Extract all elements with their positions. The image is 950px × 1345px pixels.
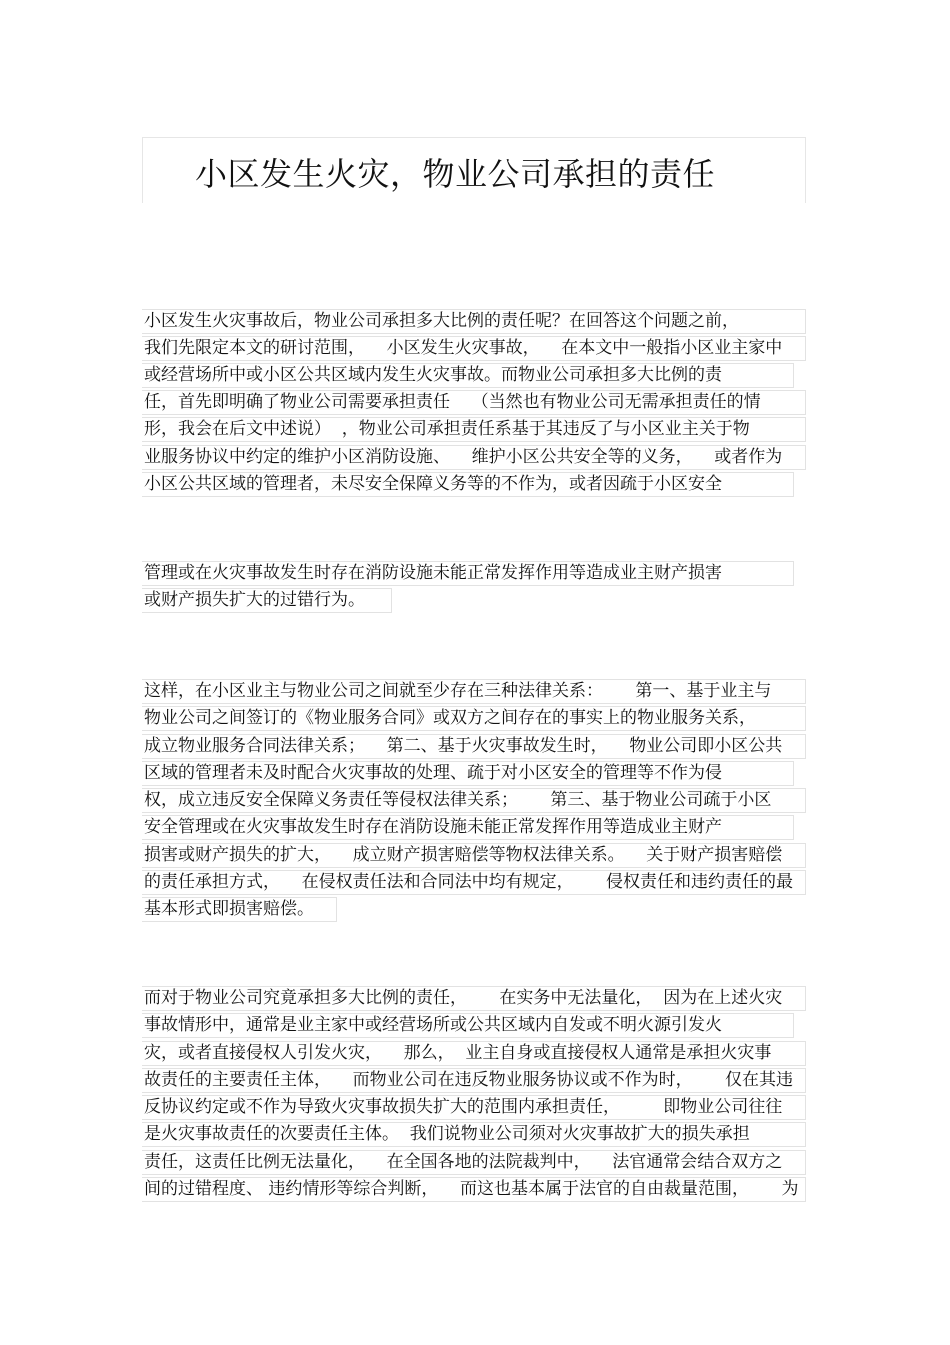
paragraph-4-line-4: 故责任的主要责任主体， 而物业公司在违反物业服务协议或不作为时， 仅在其违 xyxy=(142,1068,806,1093)
paragraph-2-line-2: 或财产损失扩大的过错行为。 xyxy=(142,588,392,613)
paragraph-1-line-2: 我们先限定本文的研讨范围， 小区发生火灾事故， 在本文中一般指小区业主家中 xyxy=(142,336,806,361)
paragraph-3-line-9: 基本形式即损害赔偿。 xyxy=(142,897,337,922)
paragraph-2-line-1: 管理或在火灾事故发生时存在消防设施未能正常发挥作用等造成业主财产损害 xyxy=(142,561,794,586)
paragraph-3-line-7: 损害或财产损失的扩大， 成立财产损害赔偿等物权法律关系。 关于财产损害赔偿 xyxy=(142,843,806,868)
paragraph-3-line-2: 物业公司之间签订的《物业服务合同》或双方之间存在的事实上的物业服务关系， xyxy=(142,706,806,731)
paragraph-4-line-7: 责任，这责任比例无法量化， 在全国各地的法院裁判中， 法官通常会结合双方之 xyxy=(142,1150,806,1175)
paragraph-1-line-6: 业服务协议中约定的维护小区消防设施、 维护小区公共安全等的义务， 或者作为 xyxy=(142,445,806,470)
paragraph-3-line-4: 区域的管理者未及时配合火灾事故的处理、疏于对小区安全的管理等不作为侵 xyxy=(142,761,794,786)
paragraph-1-line-5: 形，我会在后文中述说） ，物业公司承担责任系基于其违反了与小区业主关于物 xyxy=(142,417,806,442)
paragraph-3-line-8: 的责任承担方式， 在侵权责任法和合同法中均有规定， 侵权责任和违约责任的最 xyxy=(142,870,806,895)
paragraph-4-line-3: 灾，或者直接侵权人引发火灾， 那么， 业主自身或直接侵权人通常是承担火灾事 xyxy=(142,1041,806,1066)
paragraph-3-line-3: 成立物业服务合同法律关系； 第二、基于火灾事故发生时， 物业公司即小区公共 xyxy=(142,734,806,759)
paragraph-1-line-3: 或经营场所中或小区公共区域内发生火灾事故。而物业公司承担多大比例的责 xyxy=(142,363,794,388)
paragraph-1-line-1: 小区发生火灾事故后，物业公司承担多大比例的责任呢？在回答这个问题之前， xyxy=(142,309,806,334)
paragraph-1-line-7: 小区公共区域的管理者，未尽安全保障义务等的不作为，或者因疏于小区安全 xyxy=(142,472,794,497)
document-title: 小区发生火灾，物业公司承担的责任 xyxy=(195,155,716,193)
paragraph-4-line-1: 而对于物业公司究竟承担多大比例的责任， 在实务中无法量化， 因为在上述火灾 xyxy=(142,986,806,1011)
paragraph-3-line-6: 安全管理或在火灾事故发生时存在消防设施未能正常发挥作用等造成业主财产 xyxy=(142,815,794,840)
paragraph-3-line-5: 权，成立违反安全保障义务责任等侵权法律关系； 第三、基于物业公司疏于小区 xyxy=(142,788,806,813)
paragraph-4-line-8: 间的过错程度、 违约情形等综合判断， 而这也基本属于法官的自由裁量范围， 为 xyxy=(142,1177,806,1202)
paragraph-4-line-6: 是火灾事故责任的次要责任主体。 我们说物业公司须对火灾事故扩大的损失承担 xyxy=(142,1122,806,1147)
paragraph-4-line-5: 反协议约定或不作为导致火灾事故损失扩大的范围内承担责任， 即物业公司往往 xyxy=(142,1095,806,1120)
paragraph-1-line-4: 任，首先即明确了物业公司需要承担责任 （当然也有物业公司无需承担责任的情 xyxy=(142,390,806,415)
paragraph-3-line-1: 这样，在小区业主与物业公司之间就至少存在三种法律关系： 第一、基于业主与 xyxy=(142,679,806,704)
paragraph-4-line-2: 事故情形中，通常是业主家中或经营场所或公共区域内自发或不明火源引发火 xyxy=(142,1013,794,1038)
